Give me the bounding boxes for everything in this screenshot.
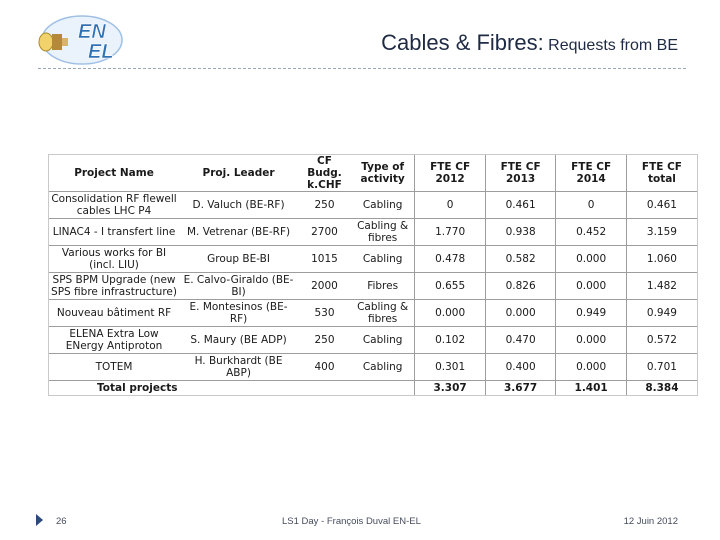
cell-project: ELENA Extra Low ENergy Antiproton xyxy=(49,327,179,354)
cell-fte-2014: 0.000 xyxy=(556,327,627,354)
header-project-name: Project Name xyxy=(74,167,154,179)
requests-table xyxy=(49,155,697,395)
logo-text-top: EN xyxy=(78,21,106,43)
header-cf-budget: CF Budg. k.CHF xyxy=(307,155,342,191)
cell-fte-2012: 0.102 xyxy=(415,327,486,354)
total-fte-2014: 1.401 xyxy=(556,381,627,396)
cell-type: Fibres xyxy=(351,273,415,300)
en-el-logo xyxy=(32,14,124,66)
cell-leader: E. Calvo-Giraldo (BE-BI) xyxy=(179,273,298,300)
cell-fte-2014: 0.000 xyxy=(556,273,627,300)
cell-budget: 1015 xyxy=(298,246,351,273)
cell-fte-total: 1.482 xyxy=(626,273,697,300)
total-fte-2013: 3.677 xyxy=(485,381,556,396)
logo-text-bottom: EL xyxy=(88,41,114,63)
cell-fte-total: 3.159 xyxy=(626,219,697,246)
title-main: Cables & Fibres: xyxy=(381,30,544,55)
cell-type: Cabling xyxy=(351,246,415,273)
cell-leader: Group BE-BI xyxy=(179,246,298,273)
slide-title xyxy=(381,30,678,56)
cell-fte-total: 0.572 xyxy=(626,327,697,354)
cell-fte-2014: 0.452 xyxy=(556,219,627,246)
footer-date: 12 Juin 2012 xyxy=(623,516,678,527)
cell-fte-total: 0.701 xyxy=(626,354,697,381)
cell-type: Cabling & fibres xyxy=(351,300,415,327)
cell-fte-2013: 0.400 xyxy=(485,354,556,381)
cell-leader: E. Montesinos (BE-RF) xyxy=(179,300,298,327)
header-type-activity: Type of activity xyxy=(360,161,405,185)
table-row xyxy=(49,273,697,300)
header-fte-total: FTE CF total xyxy=(626,155,697,192)
header-proj-leader: Proj. Leader xyxy=(202,167,275,179)
cell-fte-2012: 1.770 xyxy=(415,219,486,246)
total-label: Total projects xyxy=(49,381,415,396)
header-fte-2013: FTE CF 2013 xyxy=(485,155,556,192)
cell-fte-2013: 0.938 xyxy=(485,219,556,246)
cell-budget: 530 xyxy=(298,300,351,327)
cell-fte-2013: 0.461 xyxy=(485,192,556,219)
cell-fte-total: 0.949 xyxy=(626,300,697,327)
cell-project: TOTEM xyxy=(49,354,179,381)
cell-project: Nouveau bâtiment RF xyxy=(49,300,179,327)
cell-leader: H. Burkhardt (BE ABP) xyxy=(179,354,298,381)
requests-table-container xyxy=(48,154,698,396)
cell-budget: 250 xyxy=(298,192,351,219)
total-fte-total: 8.384 xyxy=(626,381,697,396)
cell-fte-total: 0.461 xyxy=(626,192,697,219)
table-row xyxy=(49,246,697,273)
cell-budget: 2000 xyxy=(298,273,351,300)
total-row xyxy=(49,381,697,396)
header-fte-2012: FTE CF 2012 xyxy=(415,155,486,192)
footer-text: LS1 Day - François Duval EN-EL xyxy=(282,516,421,527)
table-row xyxy=(49,219,697,246)
header-fte-2014: FTE CF 2014 xyxy=(556,155,627,192)
cell-fte-2012: 0.301 xyxy=(415,354,486,381)
cell-fte-2012: 0 xyxy=(415,192,486,219)
cell-fte-2013: 0.826 xyxy=(485,273,556,300)
table-row xyxy=(49,354,697,381)
total-fte-2012: 3.307 xyxy=(415,381,486,396)
cell-project: LINAC4 - I transfert line xyxy=(49,219,179,246)
cell-fte-2013: 0.582 xyxy=(485,246,556,273)
cell-fte-2014: 0.000 xyxy=(556,354,627,381)
table-header-row xyxy=(49,155,697,192)
cell-project: Various works for BI (incl. LIU) xyxy=(49,246,179,273)
cell-budget: 2700 xyxy=(298,219,351,246)
slide-marker-icon xyxy=(36,514,43,526)
cell-type: Cabling xyxy=(351,354,415,381)
table-row xyxy=(49,300,697,327)
cell-fte-2012: 0.655 xyxy=(415,273,486,300)
cell-type: Cabling xyxy=(351,192,415,219)
cell-type: Cabling xyxy=(351,327,415,354)
table-row xyxy=(49,327,697,354)
table-row xyxy=(49,192,697,219)
cell-project: Consolidation RF flewell cables LHC P4 xyxy=(49,192,179,219)
cell-fte-2012: 0.000 xyxy=(415,300,486,327)
cell-project: SPS BPM Upgrade (new SPS fibre infrastructure) xyxy=(49,273,179,300)
page-number: 26 xyxy=(56,516,67,527)
cell-leader: M. Vetrenar (BE-RF) xyxy=(179,219,298,246)
cell-fte-2013: 0.000 xyxy=(485,300,556,327)
title-divider xyxy=(38,68,686,69)
cell-fte-2014: 0.949 xyxy=(556,300,627,327)
cell-leader: D. Valuch (BE-RF) xyxy=(179,192,298,219)
cell-leader: S. Maury (BE ADP) xyxy=(179,327,298,354)
cell-fte-total: 1.060 xyxy=(626,246,697,273)
cell-fte-2014: 0.000 xyxy=(556,246,627,273)
cell-budget: 400 xyxy=(298,354,351,381)
cell-fte-2013: 0.470 xyxy=(485,327,556,354)
title-sub: Requests from BE xyxy=(548,37,678,54)
cell-budget: 250 xyxy=(298,327,351,354)
cell-fte-2012: 0.478 xyxy=(415,246,486,273)
cell-type: Cabling & fibres xyxy=(351,219,415,246)
cell-fte-2014: 0 xyxy=(556,192,627,219)
